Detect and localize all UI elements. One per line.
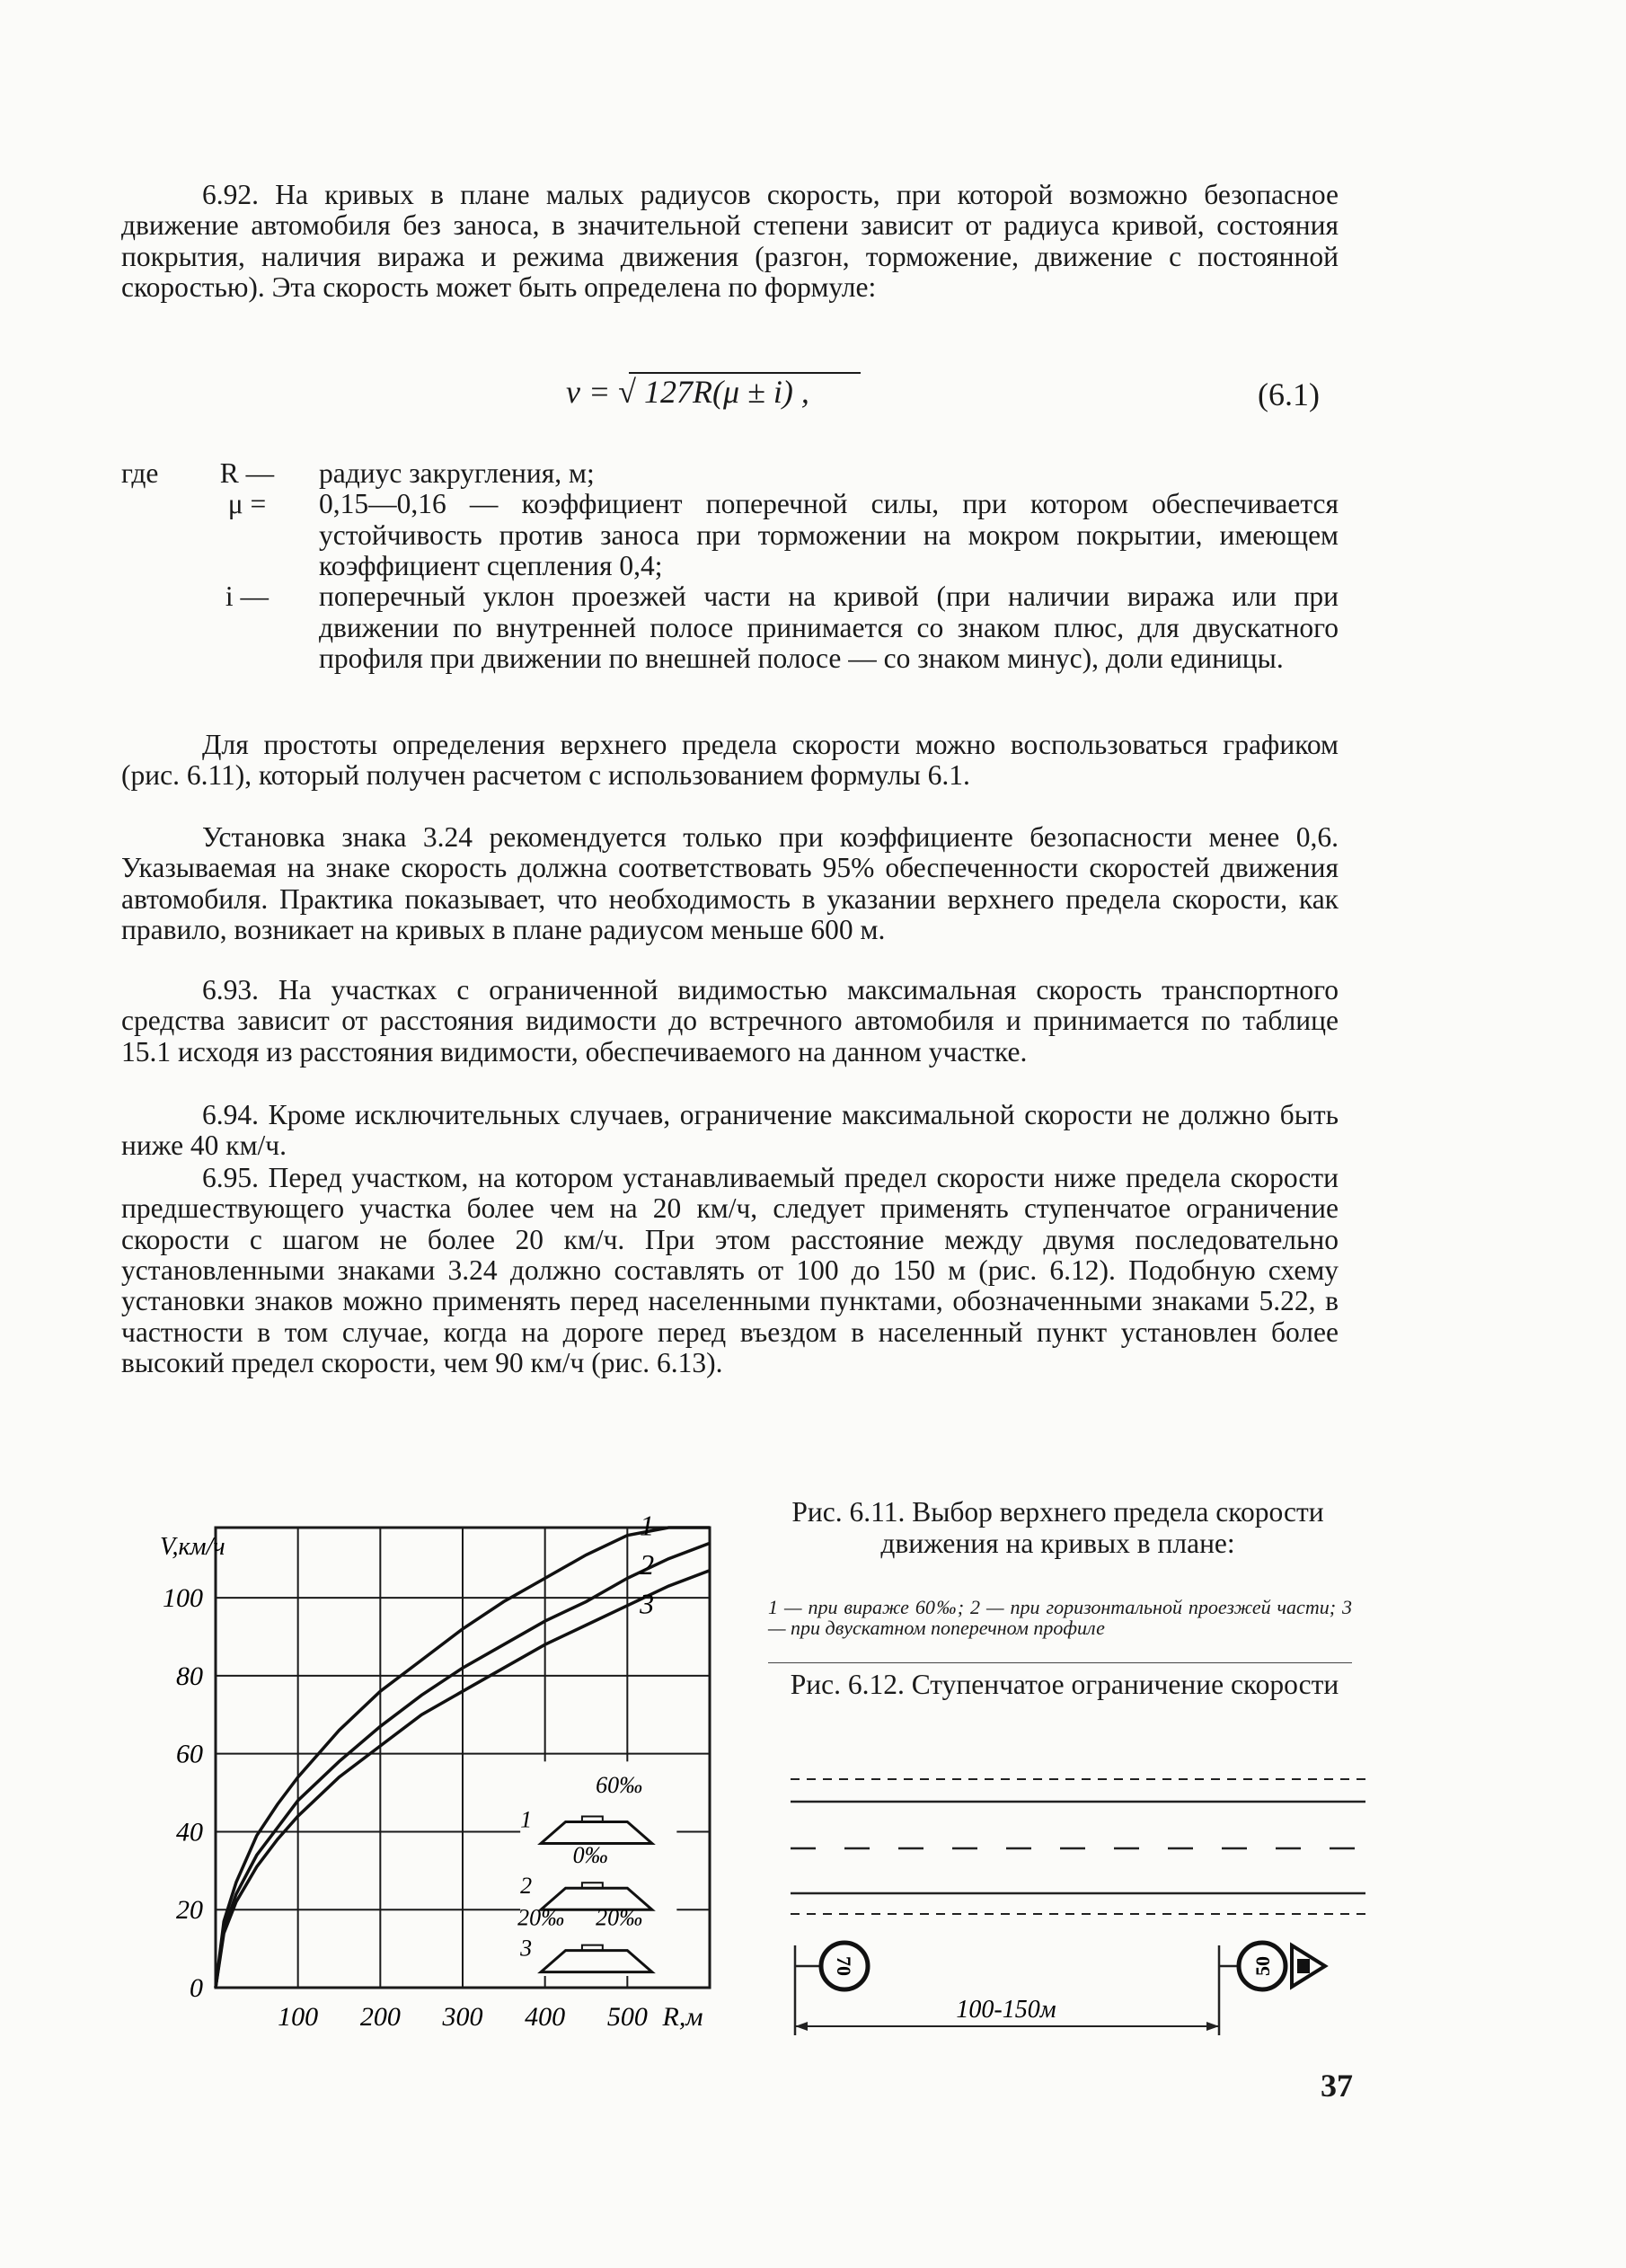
formula-6-1: v = √ 127R(μ ± i) , [566,374,809,410]
x-tick-label: 400 [525,2002,566,2032]
definition-text: 0,15—0,16 — коэффициент поперечной силы, при котором обеспечивается устойчивость против заноса при торможении на мокром покрытии, имеющем коэффициент сцепления 0,4; [319,488,1339,581]
profile-number: 3 [520,1935,533,1962]
definition-row [121,581,1339,674]
page-number: 37 [1321,2068,1353,2104]
y-tick-label: 20 [176,1895,203,1926]
where-lead: где [121,457,159,489]
paragraph-6-93: 6.93. На участках с ограниченной видимостью максимальная скорость транспортного средства зависит от расстояния видимости до встречного автомобиля и принимается по таблице 15.1 исходя из расстояния видимости, обеспечиваемого на данном участке. [121,974,1339,1068]
slope-label: 20‰ [517,1904,565,1931]
profile-number: 2 [520,1873,533,1900]
dimension-arrow-left-icon [795,2022,808,2031]
figure-6-12-caption: Рис. 6.12. Ступенчатое ограничение скорости [790,1669,1339,1700]
slope-label: 20‰ [596,1904,643,1931]
definition-symbol: μ = [227,488,267,520]
paragraph-6-92: 6.92. На кривых в плане малых радиусов скорость, при которой возможно безопасное движение автомобиля без заноса, в значительной степени зависит от радиуса кривой, состояния покрытия, наличия виража и режима движения (разгон, торможение, движение с постоянной скоростью). Эта скорость может быть определена по формуле: [121,179,1339,303]
where-lead [121,489,175,581]
formula-number: (6.1) [1258,377,1320,412]
profile-number: 1 [520,1806,533,1833]
paragraph-6-94: 6.94. Кроме исключительных случаев, ограничение максимальной скорости не должно быть ниже 40 км/ч. [121,1099,1339,1162]
stepped-speed-limit-diagram [773,1761,1401,2058]
paragraph-6-95: 6.95. Перед участком, на котором устанавливаемый предел скорости ниже предела скорости предшествующего участка более чем на 20 км/ч, следует применять ступенчатое ограничение скорости с шагом не более 20 км/ч. При этом расстояние между двумя последовательно установленными знаками 3.24 должно составлять от 100 до 150 м (рис. 6.12). Подобную схему установки знаков можно применять перед населенными пунктами, обозначенными знаками 5.22, в частности в том случае, когда на дороге перед въездом в населенный пункт установлен более высокий предел скорости, чем 90 км/ч (рис. 6.13). [121,1162,1339,1378]
speed-limit-value-70: 70 [833,1956,855,1976]
y-tick-label: 60 [176,1739,203,1769]
series-label: 1 [640,1510,655,1542]
paragraph-sign-3-24: Установка знака 3.24 рекомендуется только при коэффициенте безопасности менее 0,6. Указываемая на знаке скорость должна соответствовать 95% обеспеченности скоростей движения автомобиля. Практика показывает, что необходимость в указании верхнего предела скорости, как правило, возникает на кривых в плане радиусом меньше 600 м. [121,821,1339,945]
figure-6-11-legend: 1 — при вираже 60‰; 2 — при горизонтальной проезжей части; 3 — при двускатном поперечном профиле [768,1596,1352,1640]
dimension-arrow-right-icon [1206,2022,1219,2031]
x-tick-label: 500 [606,2002,648,2032]
definition-symbol: i — [225,580,270,613]
y-tick-label: 100 [163,1583,203,1614]
y-tick-label: 80 [176,1661,203,1691]
x-tick-label: 100 [278,2002,319,2032]
definition-row [121,458,1339,489]
slope-label: 0‰ [572,1842,608,1869]
paragraph-chart-reference: Для простоты определения верхнего предела скорости можно воспользоваться графиком (рис. 6.11), который получен расчетом с использованием формулы 6.1. [121,729,1339,792]
definition-text: поперечный уклон проезжей части на кривой (при наличии виража или при движении по внутренней полосе принимается со знаком плюс, для двускатного профиля при движении по внешней полосе — со знаком минус), доли единицы. [319,580,1339,674]
where-lead [121,581,175,674]
settlement-sign-inner-icon [1297,1959,1310,1973]
caption-divider [768,1662,1352,1663]
x-axis-label: R,м [662,2002,703,2032]
speed-radius-chart [153,1510,746,2067]
y-tick-label: 0 [190,1973,203,2003]
x-tick-label: 200 [359,2002,401,2032]
series-label: 3 [640,1587,655,1620]
definition-row [121,489,1339,581]
y-axis-label: V,км/ч [160,1533,225,1561]
slope-label: 60‰ [596,1772,643,1799]
where-definitions [121,458,1339,674]
x-tick-label: 300 [442,2002,483,2032]
distance-label: 100-150м [956,1996,1056,2024]
definition-symbol: R — [219,457,275,489]
figure-6-11-caption: Рис. 6.11. Выбор верхнего предела скорости движения на кривых в плане: [791,1496,1324,1560]
y-tick-label: 40 [176,1817,203,1847]
definition-text: радиус закругления, м; [319,457,595,489]
series-label: 2 [640,1548,655,1581]
speed-limit-value-50: 50 [1251,1956,1274,1976]
